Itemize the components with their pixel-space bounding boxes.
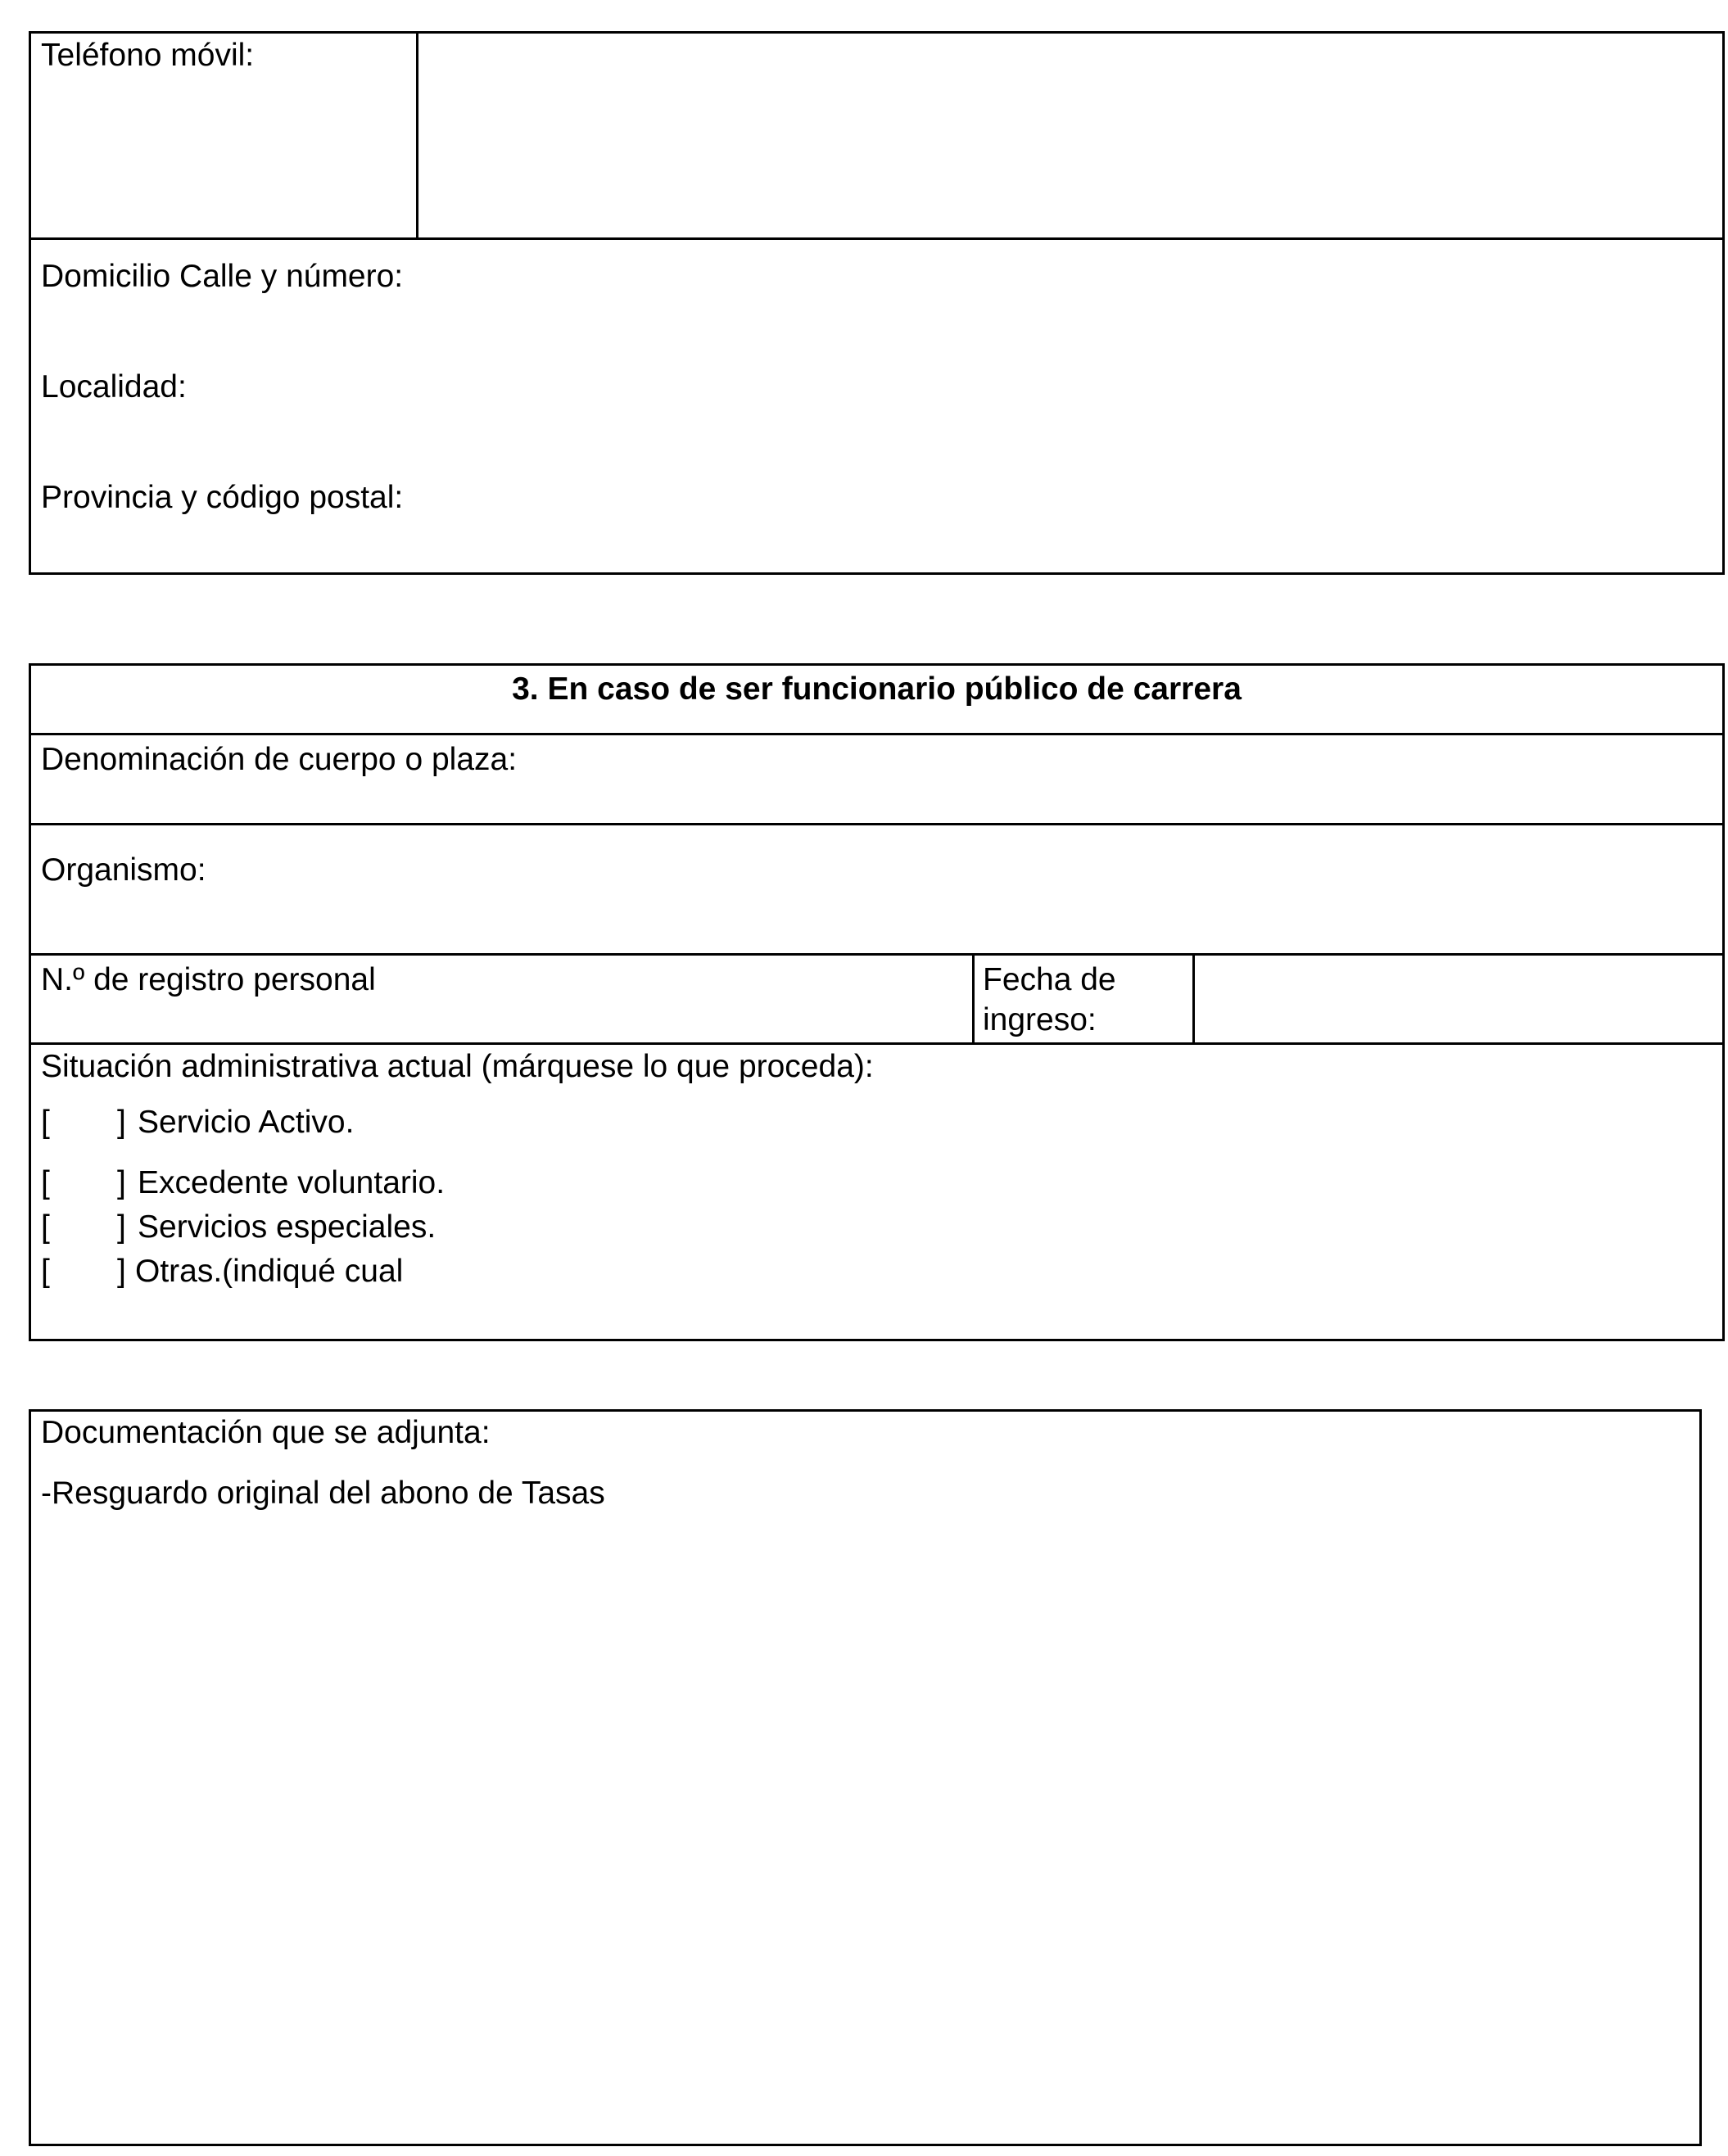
mobile-phone-field[interactable]: [430, 36, 1708, 224]
province-postal-label: Provincia y código postal:: [41, 480, 404, 515]
option-otras-label: Otras.(indiqué cual: [135, 1254, 404, 1289]
section-title: 3. En caso de ser funcionario público de carrera: [512, 671, 1242, 707]
option-servicios-especiales-bracket-close[interactable]: ]: [117, 1209, 126, 1245]
administrative-situation-label: Situación administrativa actual (márquese lo que proceda):: [41, 1049, 874, 1084]
option-excedente-voluntario-label: Excedente voluntario.: [138, 1165, 446, 1200]
organism-label: Organismo:: [41, 852, 206, 888]
entry-date-label-line2: ingreso:: [983, 1002, 1097, 1037]
organism-row-divider: [29, 953, 1725, 956]
personal-registry-label: N.º de registro personal: [41, 962, 376, 997]
title-row-divider: [29, 733, 1725, 735]
address-label: Domicilio Calle y número:: [41, 259, 404, 294]
option-servicios-especiales-label: Servicios especiales.: [138, 1209, 437, 1245]
documents-section: [29, 1409, 1702, 2146]
mobile-phone-label: Teléfono móvil:: [41, 38, 255, 73]
mobile-column-divider: [416, 31, 418, 240]
locality-label: Localidad:: [41, 369, 187, 405]
option-excedente-voluntario-bracket-open[interactable]: [: [41, 1165, 50, 1200]
option-excedente-voluntario-bracket-close[interactable]: ]: [117, 1165, 126, 1200]
option-servicio-activo-bracket-close[interactable]: ]: [117, 1105, 126, 1140]
attached-documents-label: Documentación que se adjunta:: [41, 1415, 491, 1450]
option-otras-bracket-open[interactable]: [: [41, 1254, 50, 1289]
option-otras-bracket-close[interactable]: ]: [117, 1254, 126, 1289]
registry-row-divider-left: [29, 1042, 974, 1045]
attached-document-item: -Resguardo original del abono de Tasas: [41, 1476, 605, 1511]
registry-row-divider-right: [1192, 1042, 1725, 1045]
option-servicios-especiales-bracket-open[interactable]: [: [41, 1209, 50, 1245]
body-row-divider: [29, 823, 1725, 825]
mobile-row-divider: [29, 237, 1725, 240]
body-or-position-label: Denominación de cuerpo o plaza:: [41, 742, 518, 777]
entry-date-label-line1: Fecha de: [983, 962, 1116, 997]
option-servicio-activo-bracket-open[interactable]: [: [41, 1105, 50, 1140]
option-servicio-activo-label: Servicio Activo.: [138, 1105, 355, 1140]
